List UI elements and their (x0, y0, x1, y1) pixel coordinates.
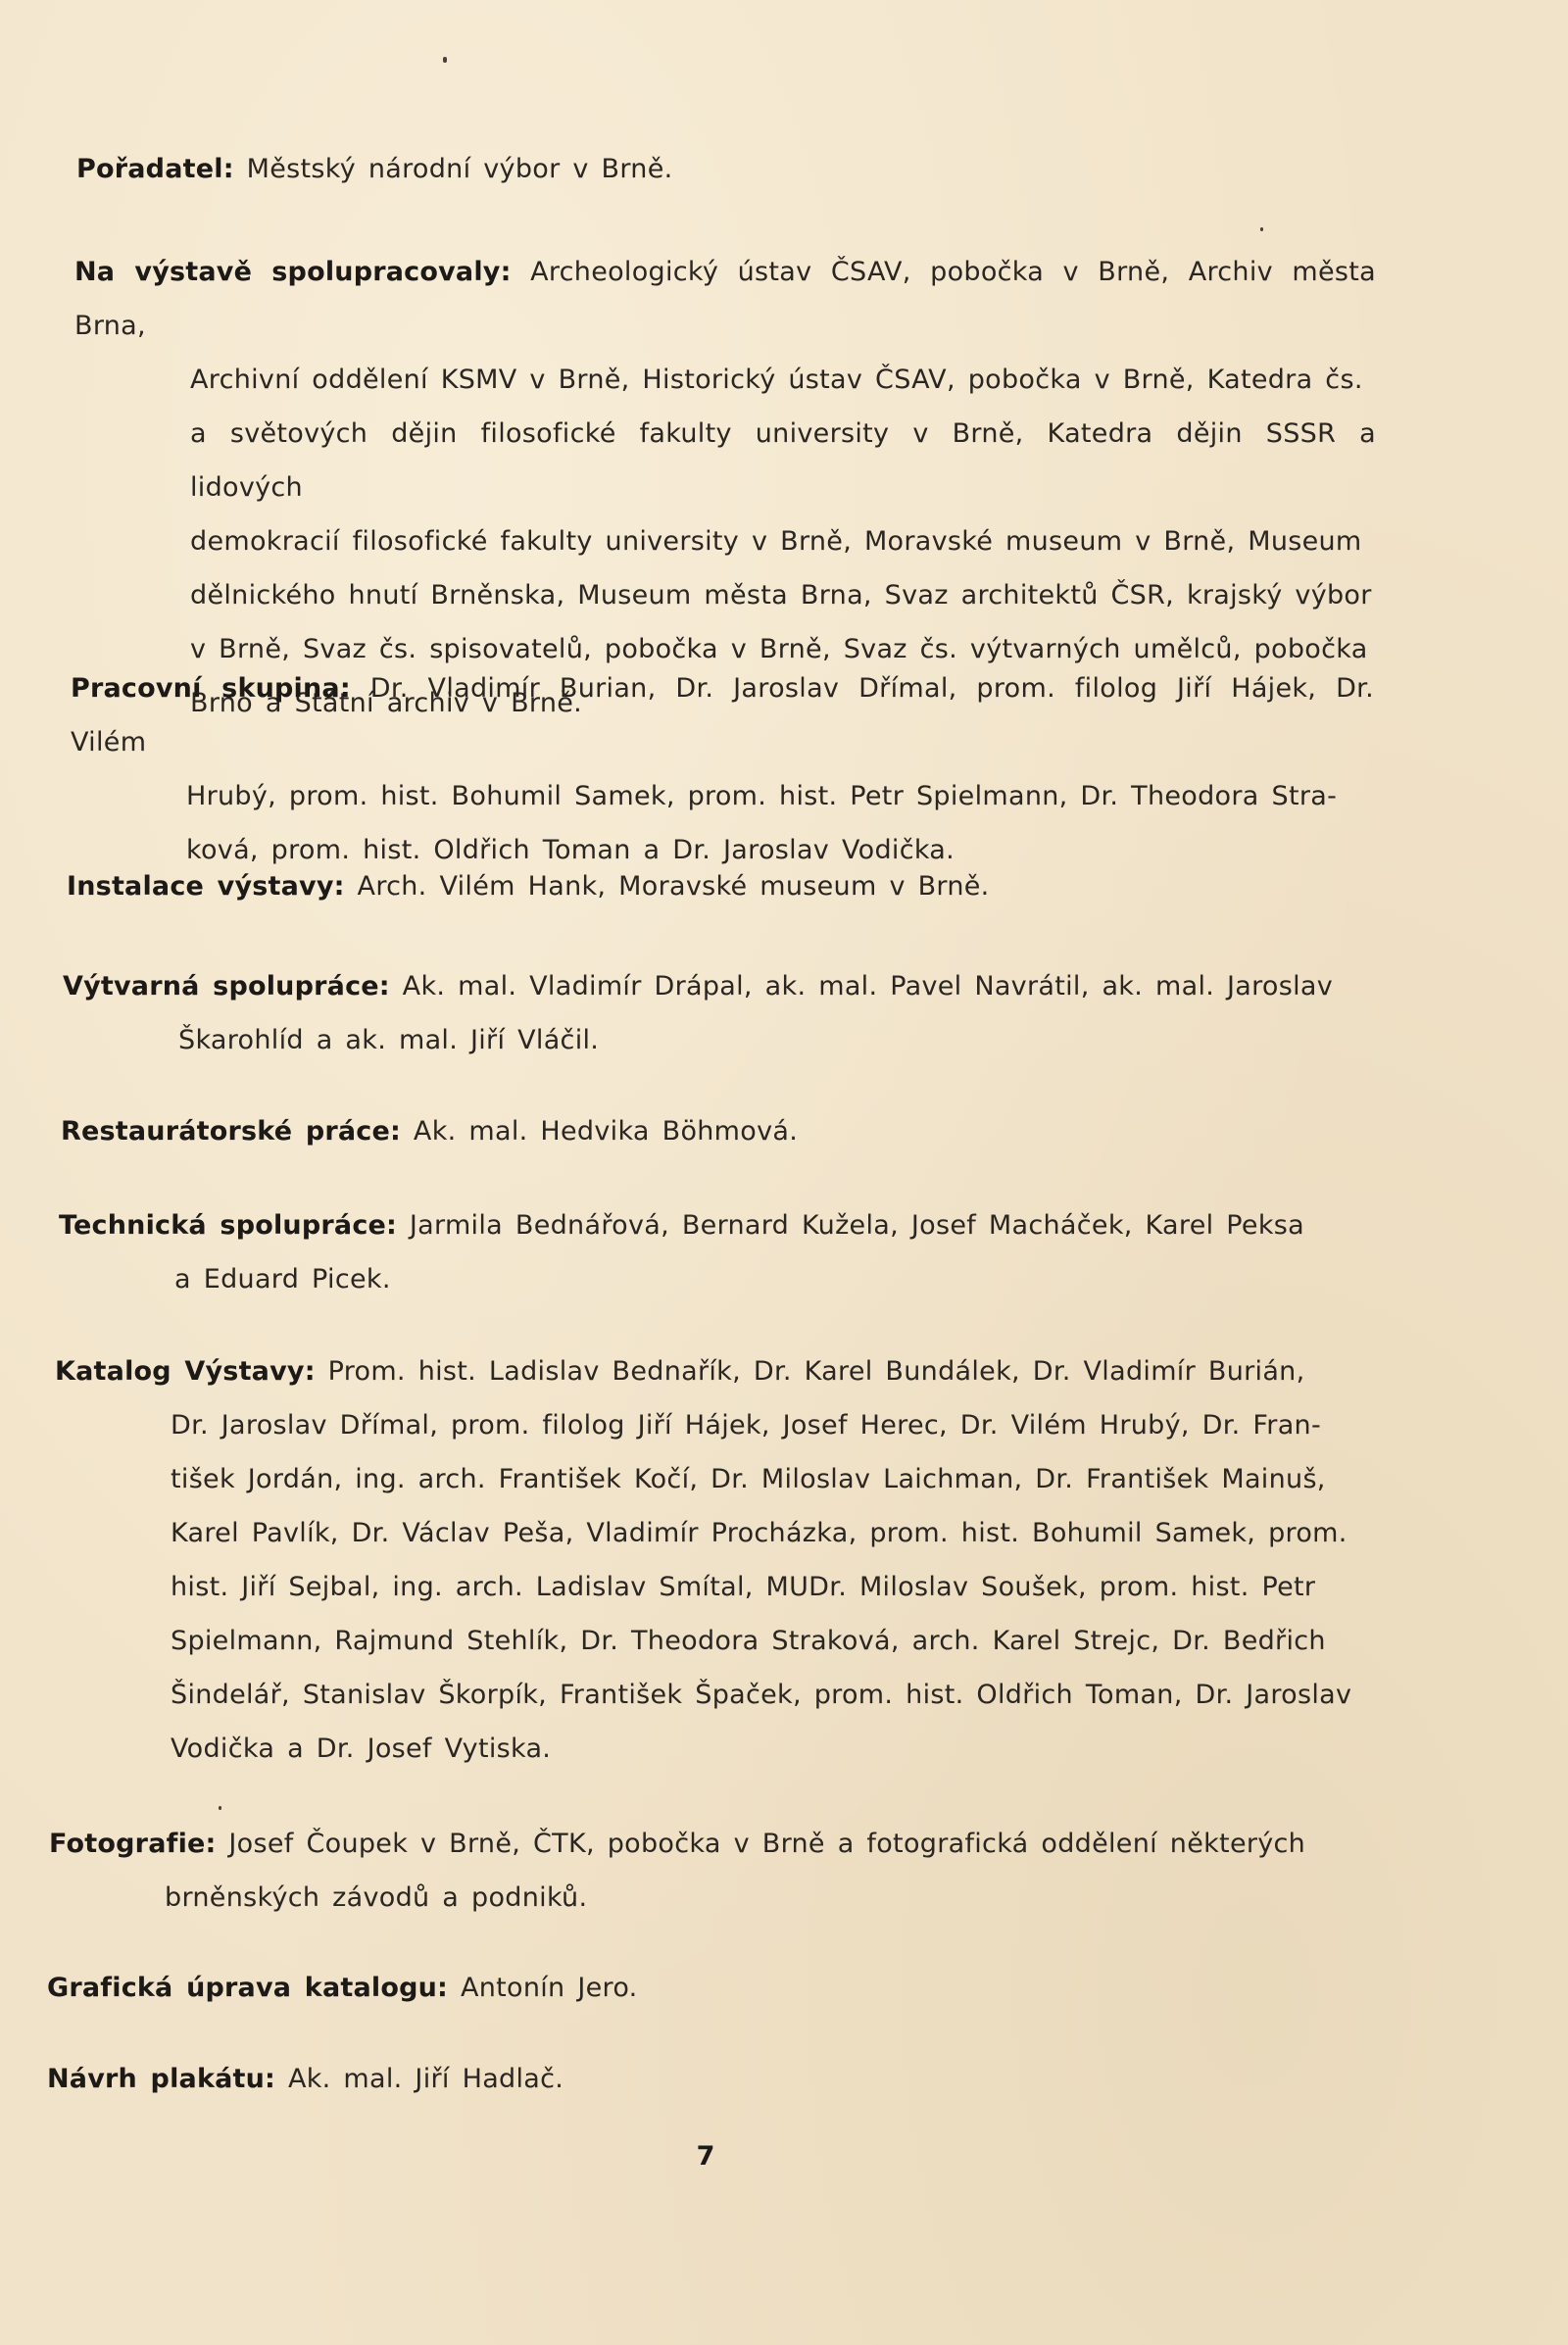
section-catalogue-design (47, 1961, 1354, 2015)
section-text: Městský národní výbor v Brně. (246, 154, 673, 184)
page-number: 7 (696, 2141, 715, 2172)
section-photography (49, 1817, 1356, 1925)
section-line: Hrubý, prom. hist. Bohumil Samek, prom. hist. Petr Spielmann, Dr. Theodora Stra- (186, 781, 1338, 811)
section-label: Pořadatel: (76, 154, 234, 184)
section-text: Ak. mal. Hedvika Böhmová. (413, 1116, 799, 1147)
section-restoration (61, 1104, 1364, 1158)
section-line (59, 1198, 1364, 1252)
section-line (74, 245, 1376, 353)
section-text: Ak. mal. Vladimír Drápal, ak. mal. Pavel Navrátil, ak. mal. Jaroslav (402, 971, 1334, 1002)
section-line: demokracií filosofické fakulty university v Brně, Moravské museum v Brně, Museum (190, 526, 1362, 557)
ink-speck (219, 1806, 221, 1810)
section-working-group (71, 661, 1374, 877)
section-line: hist. Jiří Sejbal, ing. arch. Ladislav Smítal, MUDr. Miloslav Soušek, prom. hist. Petr (171, 1572, 1316, 1602)
section-installation (67, 859, 1370, 913)
section-label: Pracovní skupina: (71, 673, 351, 704)
section-label: Technická spolupráce: (59, 1210, 398, 1241)
section-text: Archeologický ústav ČSAV, pobočka v Brně, Archiv města Brna, (74, 257, 1376, 341)
section-text: Arch. Vilém Hank, Moravské museum v Brně. (357, 871, 990, 902)
section-organizer (76, 142, 1380, 196)
section-text: Prom. hist. Ladislav Bednařík, Dr. Karel Bundálek, Dr. Vladimír Burián, (327, 1356, 1305, 1387)
section-label: Návrh plakátu: (47, 2064, 276, 2094)
section-art-cooperation (63, 959, 1366, 1067)
section-label: Na výstavě spolupracovaly: (74, 257, 512, 287)
section-label: Fotografie: (49, 1829, 217, 1859)
section-line (61, 1104, 1364, 1158)
section-line (47, 2052, 1354, 2106)
section-line: Spielmann, Rajmund Stehlík, Dr. Theodora Straková, arch. Karel Strejc, Dr. Bedřich (171, 1626, 1326, 1656)
section-label: Instalace výstavy: (67, 871, 345, 902)
section-line: Škarohlíd a ak. mal. Jiří Vláčil. (178, 1025, 600, 1055)
section-text: Dr. Vladimír Burian, Dr. Jaroslav Dřímal, prom. filolog Jiří Hájek, Dr. Vilém (71, 673, 1374, 757)
section-line: v Brně, Svaz čs. spisovatelů, pobočka v Brně, Svaz čs. výtvarných umělců, pobočka (190, 634, 1368, 664)
section-line (67, 859, 1370, 913)
section-collaborators (74, 245, 1376, 730)
section-line: Archivní oddělení KSMV v Brně, Historický ústav ČSAV, pobočka v Brně, Katedra čs. (190, 365, 1363, 395)
section-label: Restaurátorské práce: (61, 1116, 402, 1147)
section-line: Karel Pavlík, Dr. Václav Peša, Vladimír Procházka, prom. hist. Bohumil Samek, prom. (171, 1518, 1348, 1548)
section-line: dělnického hnutí Brněnska, Museum města Brna, Svaz architektů ČSR, krajský výbor (190, 580, 1372, 611)
section-text: Josef Čoupek v Brně, ČTK, pobočka v Brně a fotografická oddělení některých (228, 1829, 1306, 1859)
section-line: a světových dějin filosofické fakulty university v Brně, Katedra dějin SSSR a lidových (190, 418, 1376, 503)
section-line: tišek Jordán, ing. arch. František Kočí, Dr. Miloslav Laichman, Dr. František Mainuš, (171, 1464, 1326, 1494)
section-line (63, 959, 1366, 1013)
section-line: brněnských závodů a podniků. (165, 1882, 588, 1913)
section-text: Antonín Jero. (460, 1973, 638, 2003)
section-line (47, 1961, 1354, 2015)
section-line: Brno a Státní archiv v Brně. (190, 688, 583, 718)
section-line: Vodička a Dr. Josef Vytiska. (171, 1734, 552, 1764)
section-line: ková, prom. hist. Oldřich Toman a Dr. Jaroslav Vodička. (186, 835, 956, 865)
section-text: Jarmila Bednářová, Bernard Kužela, Josef Macháček, Karel Peksa (409, 1210, 1304, 1241)
section-technical-cooperation (59, 1198, 1364, 1306)
section-poster-design (47, 2052, 1354, 2106)
section-text: Ak. mal. Jiří Hadlač. (287, 2064, 564, 2094)
section-line (76, 142, 1380, 196)
section-line (55, 1344, 1360, 1398)
section-line: a Eduard Picek. (174, 1264, 391, 1295)
section-line: Dr. Jaroslav Dřímal, prom. filolog Jiří Hájek, Josef Herec, Dr. Vilém Hrubý, Dr. Fran- (171, 1410, 1321, 1441)
section-label: Výtvarná spolupráce: (63, 971, 390, 1002)
section-line (71, 661, 1374, 769)
ink-speck (443, 57, 447, 63)
section-line (49, 1817, 1356, 1871)
ink-speck (1260, 227, 1263, 231)
section-label: Katalog Výstavy: (55, 1356, 316, 1387)
section-catalogue (55, 1344, 1360, 1776)
section-line: Šindelář, Stanislav Škorpík, František Špaček, prom. hist. Oldřich Toman, Dr. Jaroslav (171, 1680, 1352, 1710)
section-label: Grafická úprava katalogu: (47, 1973, 449, 2003)
